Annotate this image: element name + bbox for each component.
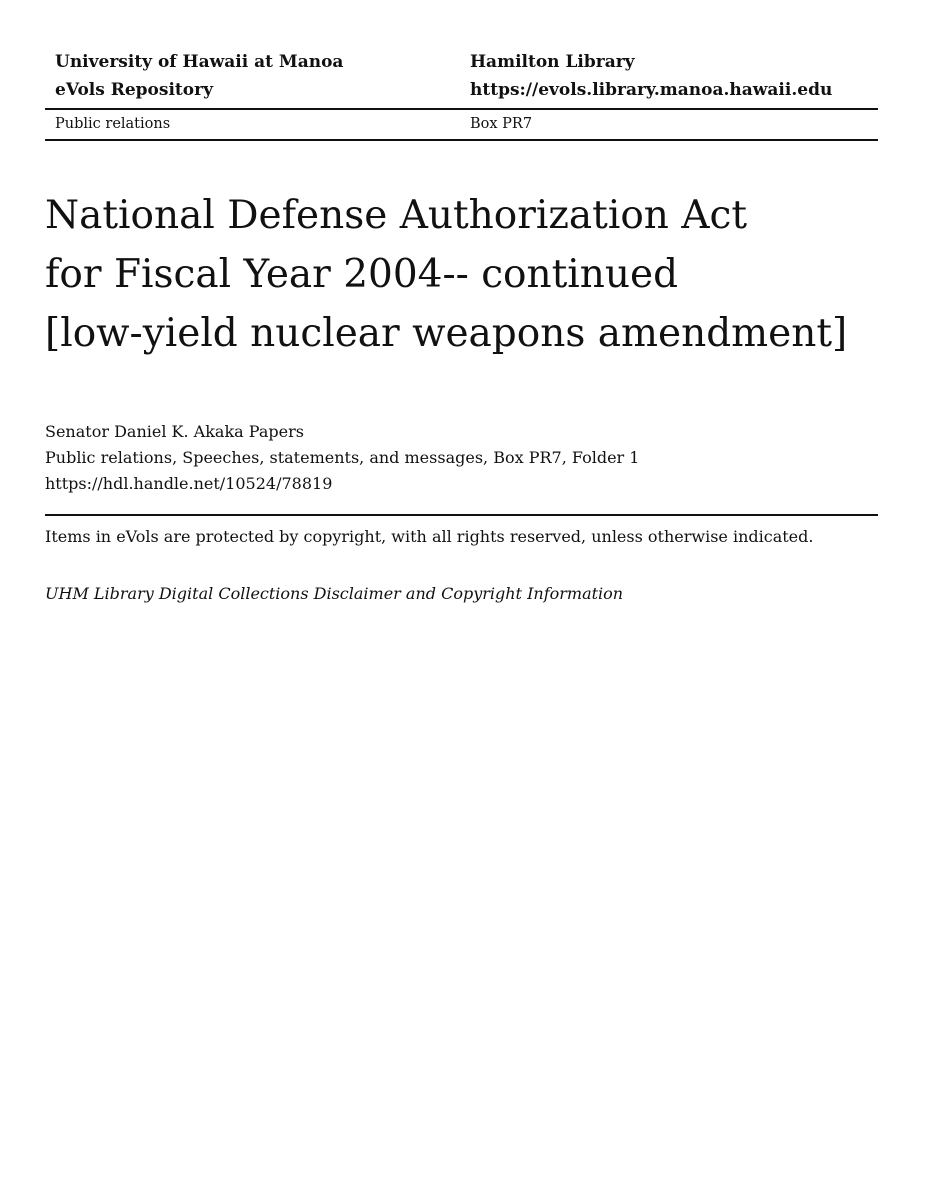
- collection-name: Senator Daniel K. Akaka Papers: [45, 422, 304, 441]
- header-sub-row: [45, 110, 878, 141]
- handle-url-link[interactable]: https://hdl.handle.net/10524/78819: [45, 474, 333, 493]
- box-label: Box PR7: [470, 116, 533, 132]
- citation-location: Public relations, Speeches, statements, and messages, Box PR7, Folder 1: [45, 448, 640, 467]
- document-title-line-3: [low-yield nuclear weapons amendment]: [45, 311, 848, 356]
- series-label: Public relations: [55, 116, 171, 132]
- rights-statement: Items in eVols are protected by copyright, with all rights reserved, unless otherwise indicated.: [45, 527, 814, 546]
- repository-url-link[interactable]: https://evols.library.manoa.hawaii.edu: [470, 80, 833, 100]
- library-name: Hamilton Library: [470, 52, 635, 72]
- header-main-rows: [45, 48, 878, 110]
- document-title: [45, 186, 878, 363]
- document-title-line-2: for Fiscal Year 2004-- continued: [45, 252, 679, 297]
- disclaimer-link[interactable]: UHM Library Digital Collections Disclaimer and Copyright Information: [45, 584, 624, 603]
- document-title-line-1: National Defense Authorization Act: [45, 193, 747, 238]
- repository-name: eVols Repository: [55, 80, 213, 100]
- institution-name: University of Hawaii at Manoa: [55, 52, 344, 72]
- page-header: [45, 48, 878, 141]
- footer-divider: [45, 514, 878, 516]
- citation-block: [45, 419, 878, 497]
